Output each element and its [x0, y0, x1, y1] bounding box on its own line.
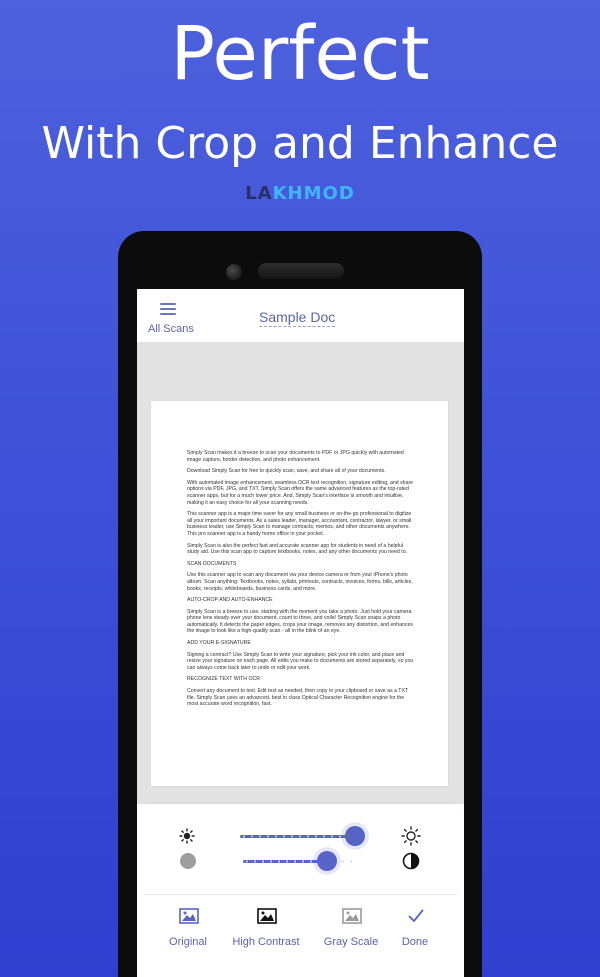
brightness-low-icon: [179, 828, 195, 844]
doc-paragraph: Simply Scan is also the perfect fast and accurate scanner app for students in need of a helpful study aid. Use this scan app to capture textbooks, notes, and any other documents you need to.: [187, 542, 408, 556]
adjustment-panel: [137, 804, 464, 977]
contrast-slider-track[interactable]: [243, 860, 355, 863]
brightness-slider-track[interactable]: [240, 835, 356, 838]
doc-heading: RECOGNIZE TEXT WITH OCR: [187, 676, 261, 683]
filter-original-label: Original: [169, 936, 207, 948]
doc-paragraph: Download Simply Scan for free to quickly scan, save, and share all of your documents.: [187, 468, 386, 475]
watermark-part-2: KHMOD: [272, 183, 355, 204]
doc-paragraph: Convert any document to text. Edit text as needed, then copy to your clipboard or save as a TXT file. Simply Scan uses an advanced, best in class Optical Character Recognition engine for the most accurate word recognition, fast.: [187, 688, 408, 708]
all-scans-link[interactable]: All Scans: [148, 323, 194, 335]
brightness-high-icon: [401, 826, 421, 846]
panel-divider: [144, 894, 457, 895]
filter-gray-scale-label: Gray Scale: [323, 936, 379, 948]
image-high-contrast-icon: [257, 908, 277, 924]
brightness-slider-thumb[interactable]: [345, 826, 365, 846]
doc-paragraph: Use this scanner app to scan any document via your device camera or from your iPhone's photo album. Scan anything: Textbooks, notes, syllabi, printouts, contracts, invoices, forms, bills, articles, books, receipts, whiteboards, business cards, and more.: [187, 572, 413, 592]
subheadline: With Crop and Enhance: [41, 118, 559, 169]
doc-heading: SCAN DOCUMENTS: [187, 560, 237, 567]
phone-frame: [118, 231, 482, 977]
done-button[interactable]: [370, 904, 460, 954]
doc-paragraph: With automated image enhancement, seamless OCR text recognition, signature editing, and share options via PDF, JPG, and TXT, Simply Scan offers the same advanced features as the top-rated scanner apps, but for a much lower price. And, Simply Scan's interface is smooth and intuitive, making it an easy choice for all your scanning needs.: [187, 479, 414, 506]
hamburger-menu-icon[interactable]: [160, 303, 176, 315]
doc-paragraph: Simply Scan makes it a breeze to scan your documents to PDF or JPG quickly with automated image capture, border detection, and photo enhancement.: [187, 450, 404, 463]
contrast-low-icon: [180, 853, 196, 869]
contrast-high-icon: [402, 852, 420, 870]
checkmark-icon: [408, 909, 424, 923]
contrast-slider-thumb[interactable]: [317, 851, 337, 871]
image-grayscale-icon: [342, 908, 362, 924]
filter-high-contrast-label: High Contrast: [232, 936, 300, 948]
filter-high-contrast-button[interactable]: [221, 904, 311, 954]
document-text: [187, 450, 415, 713]
doc-paragraph: Simply Scan is a breeze to use, starting with the moment you take a photo. Just hold your camera phone lens steady over your document, count to three, and voila! Simply Scan snaps a photo automatically. It detects the paper edges, crops your image, removes any distortion, and enhances the image to look like a high-quality scan - all in the blink of an eye.: [187, 608, 413, 635]
app-header: [137, 289, 464, 342]
image-icon: [179, 908, 199, 924]
watermark: [0, 183, 600, 204]
doc-heading: AUTO-CROP AND AUTO-ENHANCE: [187, 597, 273, 604]
watermark-part-1: LA: [245, 183, 273, 204]
scan-preview-area: [137, 342, 464, 804]
app-screen: [137, 289, 464, 977]
doc-paragraph: This scanner app is a major time saver for any small business or on-the-go professional to digitize all your important documents. As a sales leader, manager, accountant, contractor, lawyer, or small business leader, use Simply Scan to manage contracts, memos, and other documents anywhere. This pro scanner app is a handy home office in your pocket.: [187, 511, 412, 537]
filter-original-button[interactable]: [143, 904, 233, 954]
front-camera: [226, 264, 242, 280]
doc-heading: ADD YOUR E-SIGNATURE: [187, 640, 251, 647]
scanned-document-page[interactable]: [151, 401, 448, 786]
doc-paragraph: Signing a contract? Use Simply Scan to write your signature, pick your ink color, and place and resize your signature on each page. All edits you make to documents are stored separately, so you can always come back later to undo or edit your work.: [187, 651, 414, 671]
earpiece-speaker: [258, 263, 344, 279]
document-title[interactable]: Sample Doc: [259, 309, 336, 325]
headline: Perfect: [170, 11, 430, 97]
done-label: Done: [401, 936, 429, 948]
